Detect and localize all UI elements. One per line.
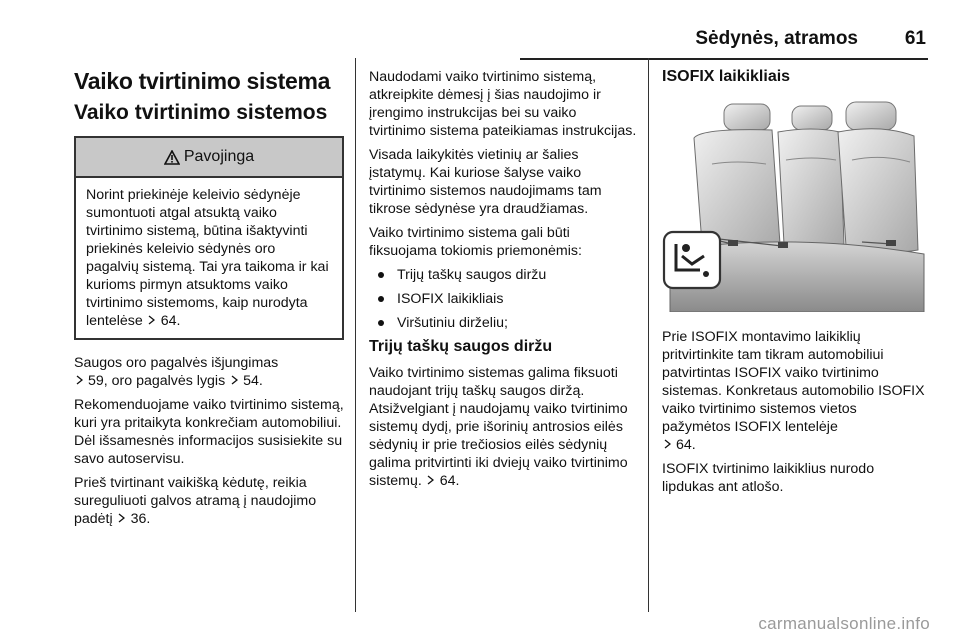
reference-page: 36.	[130, 511, 151, 527]
paragraph-text: Prieš tvirtinant vaikišką kėdutę, reikia sureguliuoti galvos atramą į naudojimo padėtį	[74, 475, 317, 527]
list-item-text: Viršutiniu dirželiu;	[397, 315, 508, 331]
list-item-text: Trijų taškų saugos diržu	[397, 267, 547, 283]
warning-text-content: Norint priekinėje keleivio sėdynėje sumontuoti atgal atsuktą vaiko tvirtinimo sistemą, būtina išaktyvinti priekinės keleivio sėdynės oro pagalvių sistemą. Tai yra taikoma ir kai kurioms pirmyn atsuktoms vaiko tvirtinimo sistemoms, kaip nurodyta lentelėse	[86, 187, 329, 329]
paragraph	[369, 364, 637, 490]
bullet-list	[369, 266, 637, 332]
reference-page: 64.	[439, 473, 460, 489]
page-number: 61	[904, 28, 926, 49]
list-item	[369, 314, 637, 332]
paragraph: ISOFIX tvirtinimo laikiklius nurodo lipdukas ant atlošo.	[662, 461, 875, 495]
reference-page: 64.	[675, 437, 696, 453]
page-reference[interactable]	[662, 437, 696, 453]
paragraph: Vaiko tvirtinimo sistema gali būti fiksuojama tokiomis priemonėmis:	[369, 225, 582, 259]
reference-arrow-icon	[117, 510, 127, 528]
paragraph: Visada laikykitės vietinių ar šalies įstatymų. Kai kuriose šalyse vaiko tvirtinimo sistemos naudojimams tam tikrose sėdynėse yra draudžiamas.	[369, 147, 602, 217]
warning-body	[76, 178, 342, 338]
page-reference[interactable]	[229, 373, 263, 389]
warning-box	[74, 136, 344, 340]
list-item-text: ISOFIX laikikliais	[397, 291, 504, 307]
paragraph	[74, 474, 344, 528]
isofix-seat-illustration	[662, 94, 928, 312]
paragraph: Naudodami vaiko tvirtinimo sistemą, atkreipkite dėmesį į šias naudojimo ir įrengimo instrukcijas bei su vaiko tvirtinimo sistema pateikiamas instrukcijas.	[369, 69, 637, 139]
section-title: Vaiko tvirtinimo sistema	[74, 68, 331, 94]
reference-page: 54.	[243, 373, 263, 389]
paragraph	[662, 328, 928, 454]
column-divider	[648, 58, 649, 612]
page-reference[interactable]	[147, 313, 181, 329]
column-left	[74, 58, 344, 534]
reference-arrow-icon	[74, 372, 84, 390]
paragraph-text: Prie ISOFIX montavimo laikiklių pritvirtinkite tam tikram automobiliui patvirtintas ISOFIX vaiko tvirtinimo sistemas. Konkretaus automobilio ISOFIX vaiko tvirtinimo sistemos vietos pažymėtos ISOFIX lentelėje	[662, 329, 925, 435]
paragraph	[74, 354, 344, 390]
warning-text	[86, 186, 332, 330]
list-item	[369, 266, 637, 284]
section-subtitle: Vaiko tvirtinimo sistemos	[74, 101, 328, 124]
warning-header	[76, 138, 342, 178]
reference-page: 59, oro pagalvės lygis	[87, 373, 226, 389]
page-reference[interactable]	[117, 511, 151, 527]
page-reference[interactable]	[74, 373, 225, 389]
bullet-icon	[378, 296, 384, 302]
list-item	[369, 290, 637, 308]
reference-page: 64.	[160, 313, 181, 329]
paragraph-text: Saugos oro pagalvės išjungimas	[74, 355, 279, 371]
column-divider	[355, 58, 356, 612]
reference-arrow-icon	[229, 372, 239, 390]
page-reference[interactable]	[426, 473, 460, 489]
reference-arrow-icon	[426, 472, 436, 490]
bullet-icon	[378, 320, 384, 326]
subsection-heading: ISOFIX laikikliais	[662, 68, 791, 85]
reference-arrow-icon	[662, 436, 672, 454]
warning-label: Pavojinga	[183, 148, 255, 165]
reference-arrow-icon	[147, 312, 157, 330]
bullet-icon	[378, 272, 384, 278]
paragraph: Rekomenduojame vaiko tvirtinimo sistemą, kuri yra pritaikyta konkrečiam automobiliui. Dėl išsamesnės informacijos susisiekite su savo autoservisu.	[74, 397, 344, 467]
isofix-child-seat-icon	[664, 232, 720, 288]
column-right	[662, 58, 928, 502]
paragraph-text: Vaiko tvirtinimo sistemas galima fiksuoti naudojant trijų taškų saugos diržą. Atsižvelgiant į naudojamų vaiko tvirtinimo sistemų dydį, prie išorinių antrosios eilės sėdynių ir prie trečiosios eilės sėdynių galima pritvirtinti iki dviejų vaiko tvirtinimo sistemų.	[369, 365, 628, 489]
page-header	[520, 16, 928, 60]
warning-triangle-icon	[164, 150, 180, 165]
watermark: carmanualsonline.info	[758, 614, 930, 633]
column-middle	[369, 58, 637, 496]
subsection-heading: Trijų taškų saugos diržu	[369, 338, 553, 355]
running-title: Sėdynės, atramos	[695, 28, 858, 49]
